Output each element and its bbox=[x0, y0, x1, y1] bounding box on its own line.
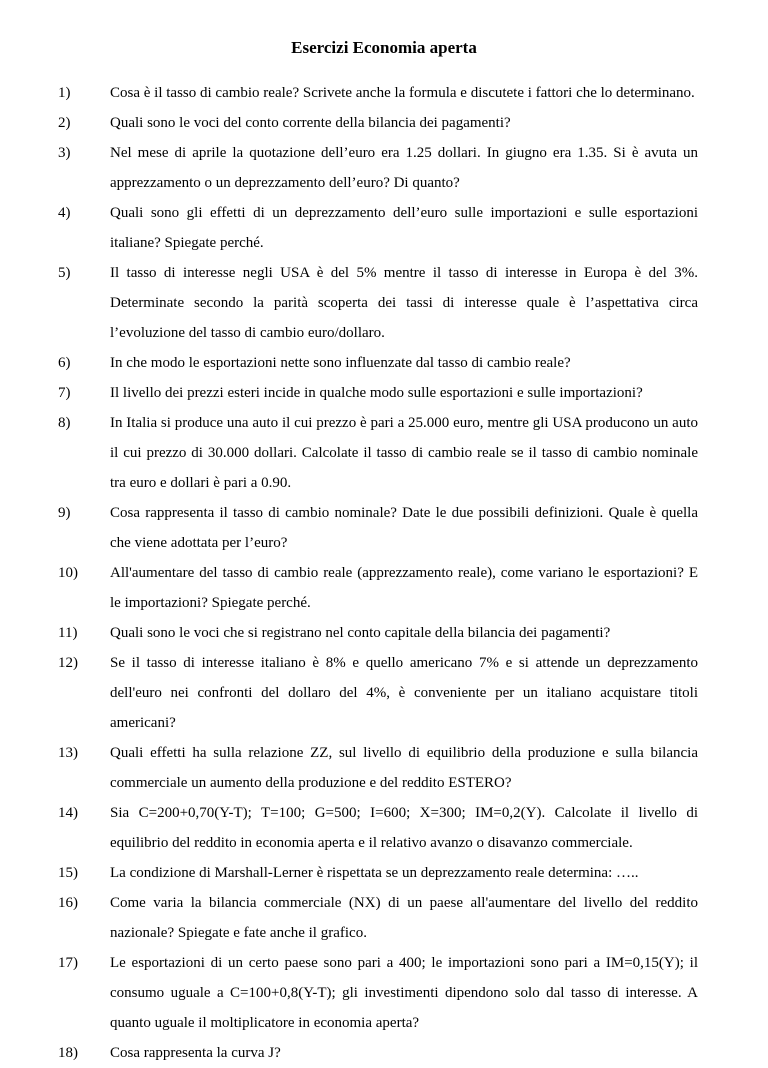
exercise-number: 9) bbox=[58, 505, 71, 521]
exercise-number: 16) bbox=[58, 895, 78, 911]
exercise-text: Cosa è il tasso di cambio reale? Scrivete anche la formula e discutete i fattori che lo determinano. bbox=[110, 85, 695, 101]
exercise-text: Se il tasso di interesse italiano è 8% e quello americano 7% e si attende un deprezzamento dell'euro nei confronti del dollaro del 4%, è conveniente per un italiano acquistare titoli americani? bbox=[110, 655, 698, 731]
exercise-number: 12) bbox=[58, 655, 78, 671]
exercise-item bbox=[58, 888, 698, 948]
exercise-number: 13) bbox=[58, 745, 78, 761]
exercise-item bbox=[58, 348, 698, 378]
exercise-text: Cosa rappresenta il tasso di cambio nominale? Date le due possibili definizioni. Quale è quella che viene adottata per l’euro? bbox=[110, 505, 698, 551]
exercise-number: 18) bbox=[58, 1045, 78, 1061]
exercise-number: 15) bbox=[58, 865, 78, 881]
exercise-number: 7) bbox=[58, 385, 71, 401]
exercise-item bbox=[58, 858, 698, 888]
exercise-item bbox=[58, 138, 698, 198]
exercise-number: 2) bbox=[58, 115, 71, 131]
exercise-text: Quali sono le voci che si registrano nel conto capitale della bilancia dei pagamenti? bbox=[110, 625, 611, 641]
exercise-text: Sia C=200+0,70(Y-T); T=100; G=500; I=600; X=300; IM=0,2(Y). Calcolate il livello di equilibrio del reddito in economia aperta e il relativo avanzo o disavanzo commerciale. bbox=[110, 805, 698, 851]
exercise-item bbox=[58, 78, 698, 108]
exercise-number: 11) bbox=[58, 625, 78, 641]
exercise-text: La condizione di Marshall-Lerner è rispettata se un deprezzamento reale determina: ….. bbox=[110, 865, 639, 881]
exercise-number: 14) bbox=[58, 805, 78, 821]
exercise-item bbox=[58, 378, 698, 408]
exercise-text: Il tasso di interesse negli USA è del 5% mentre il tasso di interesse in Europa è del 3%. Determinate secondo la parità scoperta dei tassi di interesse quale è l’aspettativa circa l’evoluzione del tasso di cambio euro/dollaro. bbox=[110, 265, 698, 341]
exercise-text: In Italia si produce una auto il cui prezzo è pari a 25.000 euro, mentre gli USA producono un auto il cui prezzo di 30.000 dollari. Calcolate il tasso di cambio reale se il tasso di cambio nominale tra euro e dollari è pari a 0.90. bbox=[110, 415, 698, 491]
exercise-number: 4) bbox=[58, 205, 71, 221]
exercise-number: 8) bbox=[58, 415, 71, 431]
exercise-text: Come varia la bilancia commerciale (NX) di un paese all'aumentare del livello del reddito nazionale? Spiegate e fate anche il grafico. bbox=[110, 895, 698, 941]
exercise-number: 5) bbox=[58, 265, 71, 281]
page-title: Esercizi Economia aperta bbox=[291, 38, 477, 57]
exercise-text: In che modo le esportazioni nette sono influenzate dal tasso di cambio reale? bbox=[110, 355, 571, 371]
exercise-item bbox=[58, 798, 698, 858]
exercise-item bbox=[58, 738, 698, 798]
exercise-text: Cosa rappresenta la curva J? bbox=[110, 1045, 281, 1061]
exercise-text: Nel mese di aprile la quotazione dell’euro era 1.25 dollari. In giugno era 1.35. Si è avuta un apprezzamento o un deprezzamento dell’euro? Di quanto? bbox=[110, 145, 698, 191]
exercise-item bbox=[58, 618, 698, 648]
exercise-text: All'aumentare del tasso di cambio reale (apprezzamento reale), come variano le esportazioni? E le importazioni? Spiegate perché. bbox=[110, 565, 698, 611]
exercise-item bbox=[58, 498, 698, 558]
exercise-number: 17) bbox=[58, 955, 78, 971]
exercise-item bbox=[58, 558, 698, 618]
exercise-list bbox=[58, 78, 698, 1068]
exercise-item bbox=[58, 648, 698, 738]
exercise-item bbox=[58, 1038, 698, 1068]
exercise-text: Quali sono le voci del conto corrente della bilancia dei pagamenti? bbox=[110, 115, 511, 131]
exercise-item bbox=[58, 258, 698, 348]
exercise-number: 1) bbox=[58, 85, 71, 101]
exercise-item bbox=[58, 948, 698, 1038]
exercise-number: 6) bbox=[58, 355, 71, 371]
exercise-text: Quali effetti ha sulla relazione ZZ, sul livello di equilibrio della produzione e sulla bilancia commerciale un aumento della produzione e del reddito ESTERO? bbox=[110, 745, 698, 791]
exercise-item bbox=[58, 408, 698, 498]
exercise-text: Il livello dei prezzi esteri incide in qualche modo sulle esportazioni e sulle importazioni? bbox=[110, 385, 643, 401]
exercise-text: Quali sono gli effetti di un deprezzamento dell’euro sulle importazioni e sulle esportazioni italiane? Spiegate perché. bbox=[110, 205, 698, 251]
exercise-text: Le esportazioni di un certo paese sono pari a 400; le importazioni sono pari a IM=0,15(Y); il consumo uguale a C=100+0,8(Y-T); gli investimenti dipendono solo dal tasso di interesse. A quanto uguale il moltiplicatore in economia aperta? bbox=[110, 955, 698, 1031]
exercise-number: 10) bbox=[58, 565, 78, 581]
exercise-item bbox=[58, 108, 698, 138]
exercise-item bbox=[58, 198, 698, 258]
exercise-number: 3) bbox=[58, 145, 71, 161]
